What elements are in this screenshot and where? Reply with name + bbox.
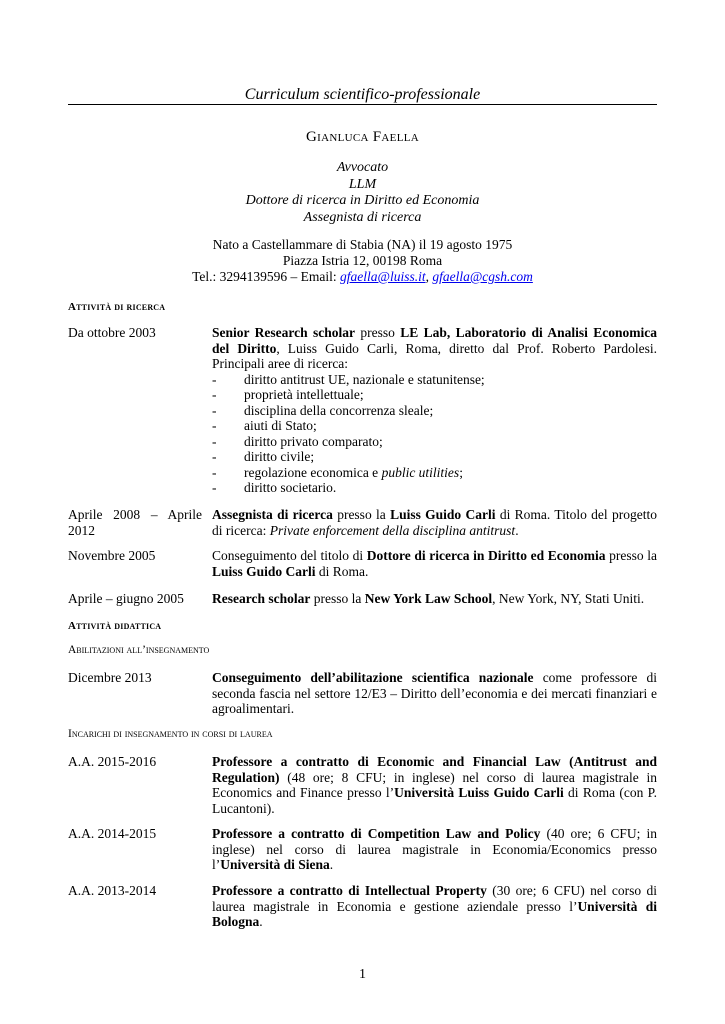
phone-email-line — [68, 269, 657, 285]
header-rule — [68, 104, 657, 105]
text: , Luiss Guido Carli, Roma, diretto dal Prof. Roberto Pardolesi. Principali aree di ricerca: — [212, 340, 657, 371]
list-item-text: proprietà intellettuale; — [244, 387, 364, 402]
list-item — [212, 449, 657, 465]
contact-block — [68, 237, 657, 285]
entry-date: Novembre 2005 — [68, 548, 156, 563]
text: presso la — [310, 591, 365, 606]
page-number: 1 — [359, 967, 366, 982]
title-line: Dottore di ricerca in Diritto ed Economia — [245, 193, 480, 208]
list-item-text: diritto civile; — [244, 449, 315, 464]
document-header-title: Curriculum scientifico-professionale — [244, 86, 481, 103]
list-item-text: aiuti di Stato; — [244, 418, 317, 433]
list-item — [212, 372, 657, 388]
bullet-dash: - — [212, 387, 217, 402]
phone-label: Tel.: 3294139596 – Email: — [192, 269, 341, 284]
email-link-cgsh[interactable]: gfaella@cgsh.com — [432, 269, 533, 284]
text: . — [259, 914, 263, 929]
title-line: LLM — [348, 176, 377, 192]
entry-date: Aprile – giugno 2005 — [68, 591, 184, 606]
text: , New York, NY, Stati Uniti. — [492, 591, 645, 606]
email-link-luiss[interactable]: gfaella@luiss.it — [340, 269, 426, 284]
text: presso — [354, 325, 401, 340]
birth-info: Nato a Castellammare di Stabia (NA) il 19 agosto 1975 — [212, 237, 513, 252]
bullet-dash: - — [212, 402, 217, 418]
text: presso la — [605, 548, 657, 563]
text: presso la — [332, 507, 391, 522]
text: . — [329, 857, 334, 872]
list-item — [212, 387, 657, 403]
role: Assegnista di ricerca — [212, 507, 333, 522]
entry-date: Da ottobre 2003 — [68, 325, 156, 340]
text: (40 ore; 6 CFU; in inglese) nel corso di laurea magistrale in Economia/Economics presso l’ — [212, 826, 657, 872]
title-line: Avvocato — [336, 160, 389, 175]
institution: Università di Siena — [220, 857, 330, 872]
list-item-italic: public utilities — [381, 464, 460, 480]
text: di Roma. Titolo del progetto di ricerca: — [212, 507, 657, 538]
bullet-dash: - — [212, 480, 217, 495]
subsection-title-abilitazioni: Abilitazioni all’insegnamento — [68, 644, 210, 656]
institution: New York Law School — [364, 591, 493, 606]
institution: Università Luiss Guido Carli — [394, 785, 564, 800]
text: come professore di seconda fascia nel settore 12/E3 – Diritto dell’economia e dei mercati finanziari e agroalimentari. — [212, 670, 658, 716]
entry-description — [212, 754, 657, 816]
course: Professore a contratto di Intellectual Property — [212, 883, 487, 898]
institution: Luiss Guido Carli — [390, 507, 496, 522]
bullet-dash: - — [212, 449, 217, 464]
title-line: Assegnista di ricerca — [303, 209, 422, 225]
list-item — [212, 434, 657, 450]
subsection-title-incarichi: Incarichi di insegnamento in corsi di laurea — [68, 728, 273, 740]
entry-date: Aprile 2008 – Aprile 2012 — [68, 507, 202, 538]
bullet-dash: - — [212, 464, 217, 480]
entry-description — [212, 548, 657, 579]
entry-description — [212, 325, 657, 496]
institution: LE Lab, Laboratorio di Analisi Economica del Diritto — [212, 325, 657, 356]
section-title-ricerca: Attività di ricerca — [68, 301, 166, 313]
section-title-didattica: Attività didattica — [68, 620, 162, 632]
entry-description — [212, 883, 657, 930]
list-item-text: disciplina della concorrenza sleale; — [244, 402, 434, 418]
text: di Roma (con P. Lucantoni). — [212, 785, 658, 816]
entry-date: Dicembre 2013 — [68, 670, 152, 685]
course: Professore a contratto di Competition Law and Policy — [212, 826, 541, 841]
entry-description — [212, 670, 657, 717]
person-titles — [68, 160, 657, 226]
entry-date: A.A. 2014-2015 — [68, 826, 157, 841]
institution: Luiss Guido Carli — [212, 563, 316, 579]
institution: Università di Bologna — [212, 898, 657, 929]
entry-description — [212, 591, 657, 607]
course: Professore a contratto di Economic and Financial Law (Antitrust and Regulation) — [212, 754, 657, 785]
list-item — [212, 480, 657, 496]
entry-date: A.A. 2013-2014 — [68, 883, 157, 898]
list-item-text: diritto antitrust UE, nazionale e statunitense; — [244, 371, 485, 387]
text: Conseguimento del titolo di — [212, 548, 367, 563]
text: di Roma. — [315, 563, 369, 579]
text: (48 ore; 8 CFU; in inglese) nel corso di laurea magistrale in Economics and Finance presso l’ — [212, 769, 657, 800]
text: (30 ore; 6 CFU) nel corso di laurea magistrale in Economia e gestione aziendale presso l’ — [212, 883, 657, 914]
entry-description — [212, 826, 657, 873]
list-item-text: diritto privato comparato; — [244, 433, 383, 449]
person-name: Gianluca Faella — [306, 129, 419, 145]
list-item — [212, 403, 657, 419]
degree: Dottore di ricerca in Diritto ed Economia — [366, 548, 606, 563]
list-item — [212, 418, 657, 434]
list-item-text: regolazione economica e — [244, 464, 382, 480]
bullet-dash: - — [212, 418, 217, 433]
entry-date: A.A. 2015-2016 — [68, 754, 157, 769]
text: . — [515, 522, 519, 538]
role: Senior Research scholar — [212, 325, 355, 340]
address: Piazza Istria 12, 00198 Roma — [282, 253, 443, 268]
role: Research scholar — [212, 591, 311, 606]
achievement: Conseguimento dell’abilitazione scientifica nazionale — [212, 670, 534, 685]
project-title: Private enforcement della disciplina antitrust — [269, 522, 516, 538]
entry-description — [212, 507, 657, 538]
list-item-text: diritto societario. — [244, 480, 337, 495]
research-areas-list — [212, 372, 657, 496]
bullet-dash: - — [212, 371, 217, 387]
list-item — [212, 465, 657, 481]
list-item-text: ; — [459, 464, 463, 480]
bullet-dash: - — [212, 433, 217, 449]
email-separator: , — [425, 269, 433, 284]
